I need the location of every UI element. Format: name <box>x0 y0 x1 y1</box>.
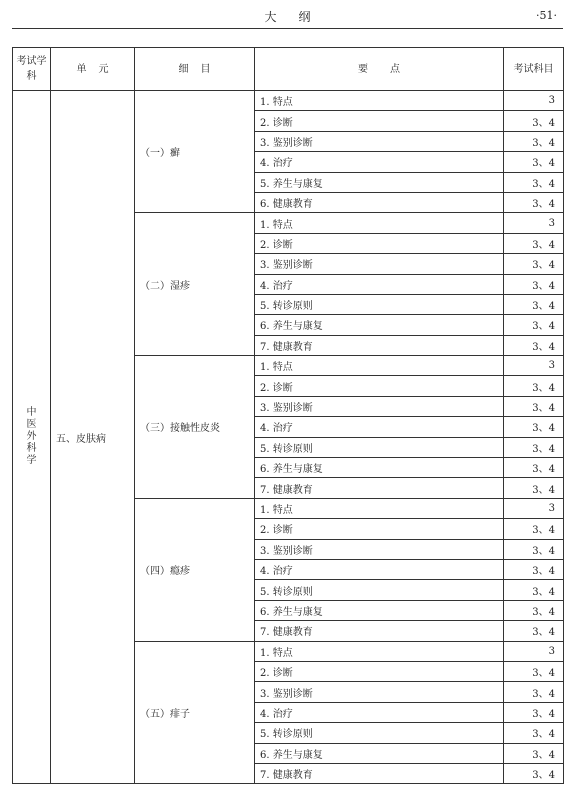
point-cell: 3. 鉴别诊断 <box>255 131 504 151</box>
table-row <box>13 91 564 111</box>
level-cell: 3、4 <box>504 294 564 314</box>
level-cell: 3、4 <box>504 539 564 559</box>
point-cell: 6. 养生与康复 <box>255 458 504 478</box>
point-cell: 2. 诊断 <box>255 233 504 253</box>
point-cell: 1. 特点 <box>255 641 504 661</box>
table-body <box>13 91 564 784</box>
point-cell: 1. 特点 <box>255 498 504 518</box>
point-cell: 5. 转诊原则 <box>255 437 504 457</box>
point-cell: 1. 特点 <box>255 91 504 111</box>
point-cell: 7. 健康教育 <box>255 763 504 783</box>
header-level: 考试科目 <box>504 48 564 91</box>
level-cell: 3、4 <box>504 111 564 131</box>
level-cell: 3、4 <box>504 682 564 702</box>
level-cell: 3 <box>504 213 564 233</box>
level-cell: 3、4 <box>504 233 564 253</box>
point-cell: 2. 诊断 <box>255 661 504 681</box>
point-cell: 5. 养生与康复 <box>255 172 504 192</box>
header-subject: 考试学科 <box>13 48 51 91</box>
point-cell: 1. 特点 <box>255 356 504 376</box>
syllabus-table <box>12 47 564 784</box>
unit-cell: 五、皮肤病 <box>51 91 135 784</box>
point-cell: 2. 诊断 <box>255 519 504 539</box>
level-cell: 3、4 <box>504 315 564 335</box>
page-header <box>12 6 563 29</box>
level-cell: 3、4 <box>504 559 564 579</box>
point-cell: 3. 鉴别诊断 <box>255 539 504 559</box>
point-cell: 2. 诊断 <box>255 111 504 131</box>
level-cell: 3、4 <box>504 600 564 620</box>
level-cell: 3、4 <box>504 621 564 641</box>
header-unit: 单元 <box>51 48 135 91</box>
level-cell: 3、4 <box>504 396 564 416</box>
item-cell: （五）痱子 <box>135 641 255 784</box>
level-cell: 3、4 <box>504 519 564 539</box>
level-cell: 3、4 <box>504 274 564 294</box>
header-item: 细目 <box>135 48 255 91</box>
page-number: ·51· <box>536 9 557 22</box>
table-header-row <box>13 48 564 91</box>
level-cell: 3、4 <box>504 417 564 437</box>
level-cell: 3、4 <box>504 723 564 743</box>
level-cell: 3、4 <box>504 458 564 478</box>
point-cell: 6. 养生与康复 <box>255 743 504 763</box>
level-cell: 3 <box>504 356 564 376</box>
point-cell: 3. 鉴别诊断 <box>255 682 504 702</box>
level-cell: 3、4 <box>504 580 564 600</box>
point-cell: 5. 转诊原则 <box>255 723 504 743</box>
level-cell: 3、4 <box>504 743 564 763</box>
level-cell: 3、4 <box>504 172 564 192</box>
subject-label: 中医外科学 <box>26 407 37 467</box>
level-cell: 3、4 <box>504 335 564 355</box>
point-cell: 3. 鉴别诊断 <box>255 396 504 416</box>
level-cell: 3 <box>504 641 564 661</box>
level-cell: 3、4 <box>504 702 564 722</box>
point-cell: 4. 治疗 <box>255 274 504 294</box>
point-cell: 7. 健康教育 <box>255 335 504 355</box>
point-cell: 4. 治疗 <box>255 702 504 722</box>
header-points: 要点 <box>255 48 504 91</box>
point-cell: 6. 养生与康复 <box>255 315 504 335</box>
level-cell: 3、4 <box>504 131 564 151</box>
point-cell: 1. 特点 <box>255 213 504 233</box>
item-cell: （一）癣 <box>135 91 255 213</box>
point-cell: 4. 治疗 <box>255 417 504 437</box>
point-cell: 5. 转诊原则 <box>255 580 504 600</box>
header-title: 大纲 <box>264 10 333 24</box>
point-cell: 5. 转诊原则 <box>255 294 504 314</box>
level-cell: 3、4 <box>504 661 564 681</box>
point-cell: 7. 健康教育 <box>255 621 504 641</box>
level-cell: 3、4 <box>504 478 564 498</box>
level-cell: 3、4 <box>504 152 564 172</box>
point-cell: 4. 治疗 <box>255 559 504 579</box>
point-cell: 2. 诊断 <box>255 376 504 396</box>
item-cell: （二）湿疹 <box>135 213 255 356</box>
point-cell: 6. 健康教育 <box>255 192 504 212</box>
point-cell: 3. 鉴别诊断 <box>255 254 504 274</box>
level-cell: 3 <box>504 91 564 111</box>
level-cell: 3、4 <box>504 437 564 457</box>
subject-cell <box>13 91 51 784</box>
level-cell: 3 <box>504 498 564 518</box>
point-cell: 7. 健康教育 <box>255 478 504 498</box>
point-cell: 6. 养生与康复 <box>255 600 504 620</box>
level-cell: 3、4 <box>504 376 564 396</box>
item-cell: （三）接触性皮炎 <box>135 356 255 499</box>
level-cell: 3、4 <box>504 763 564 783</box>
item-cell: （四）瘾疹 <box>135 498 255 641</box>
level-cell: 3、4 <box>504 192 564 212</box>
level-cell: 3、4 <box>504 254 564 274</box>
point-cell: 4. 治疗 <box>255 152 504 172</box>
